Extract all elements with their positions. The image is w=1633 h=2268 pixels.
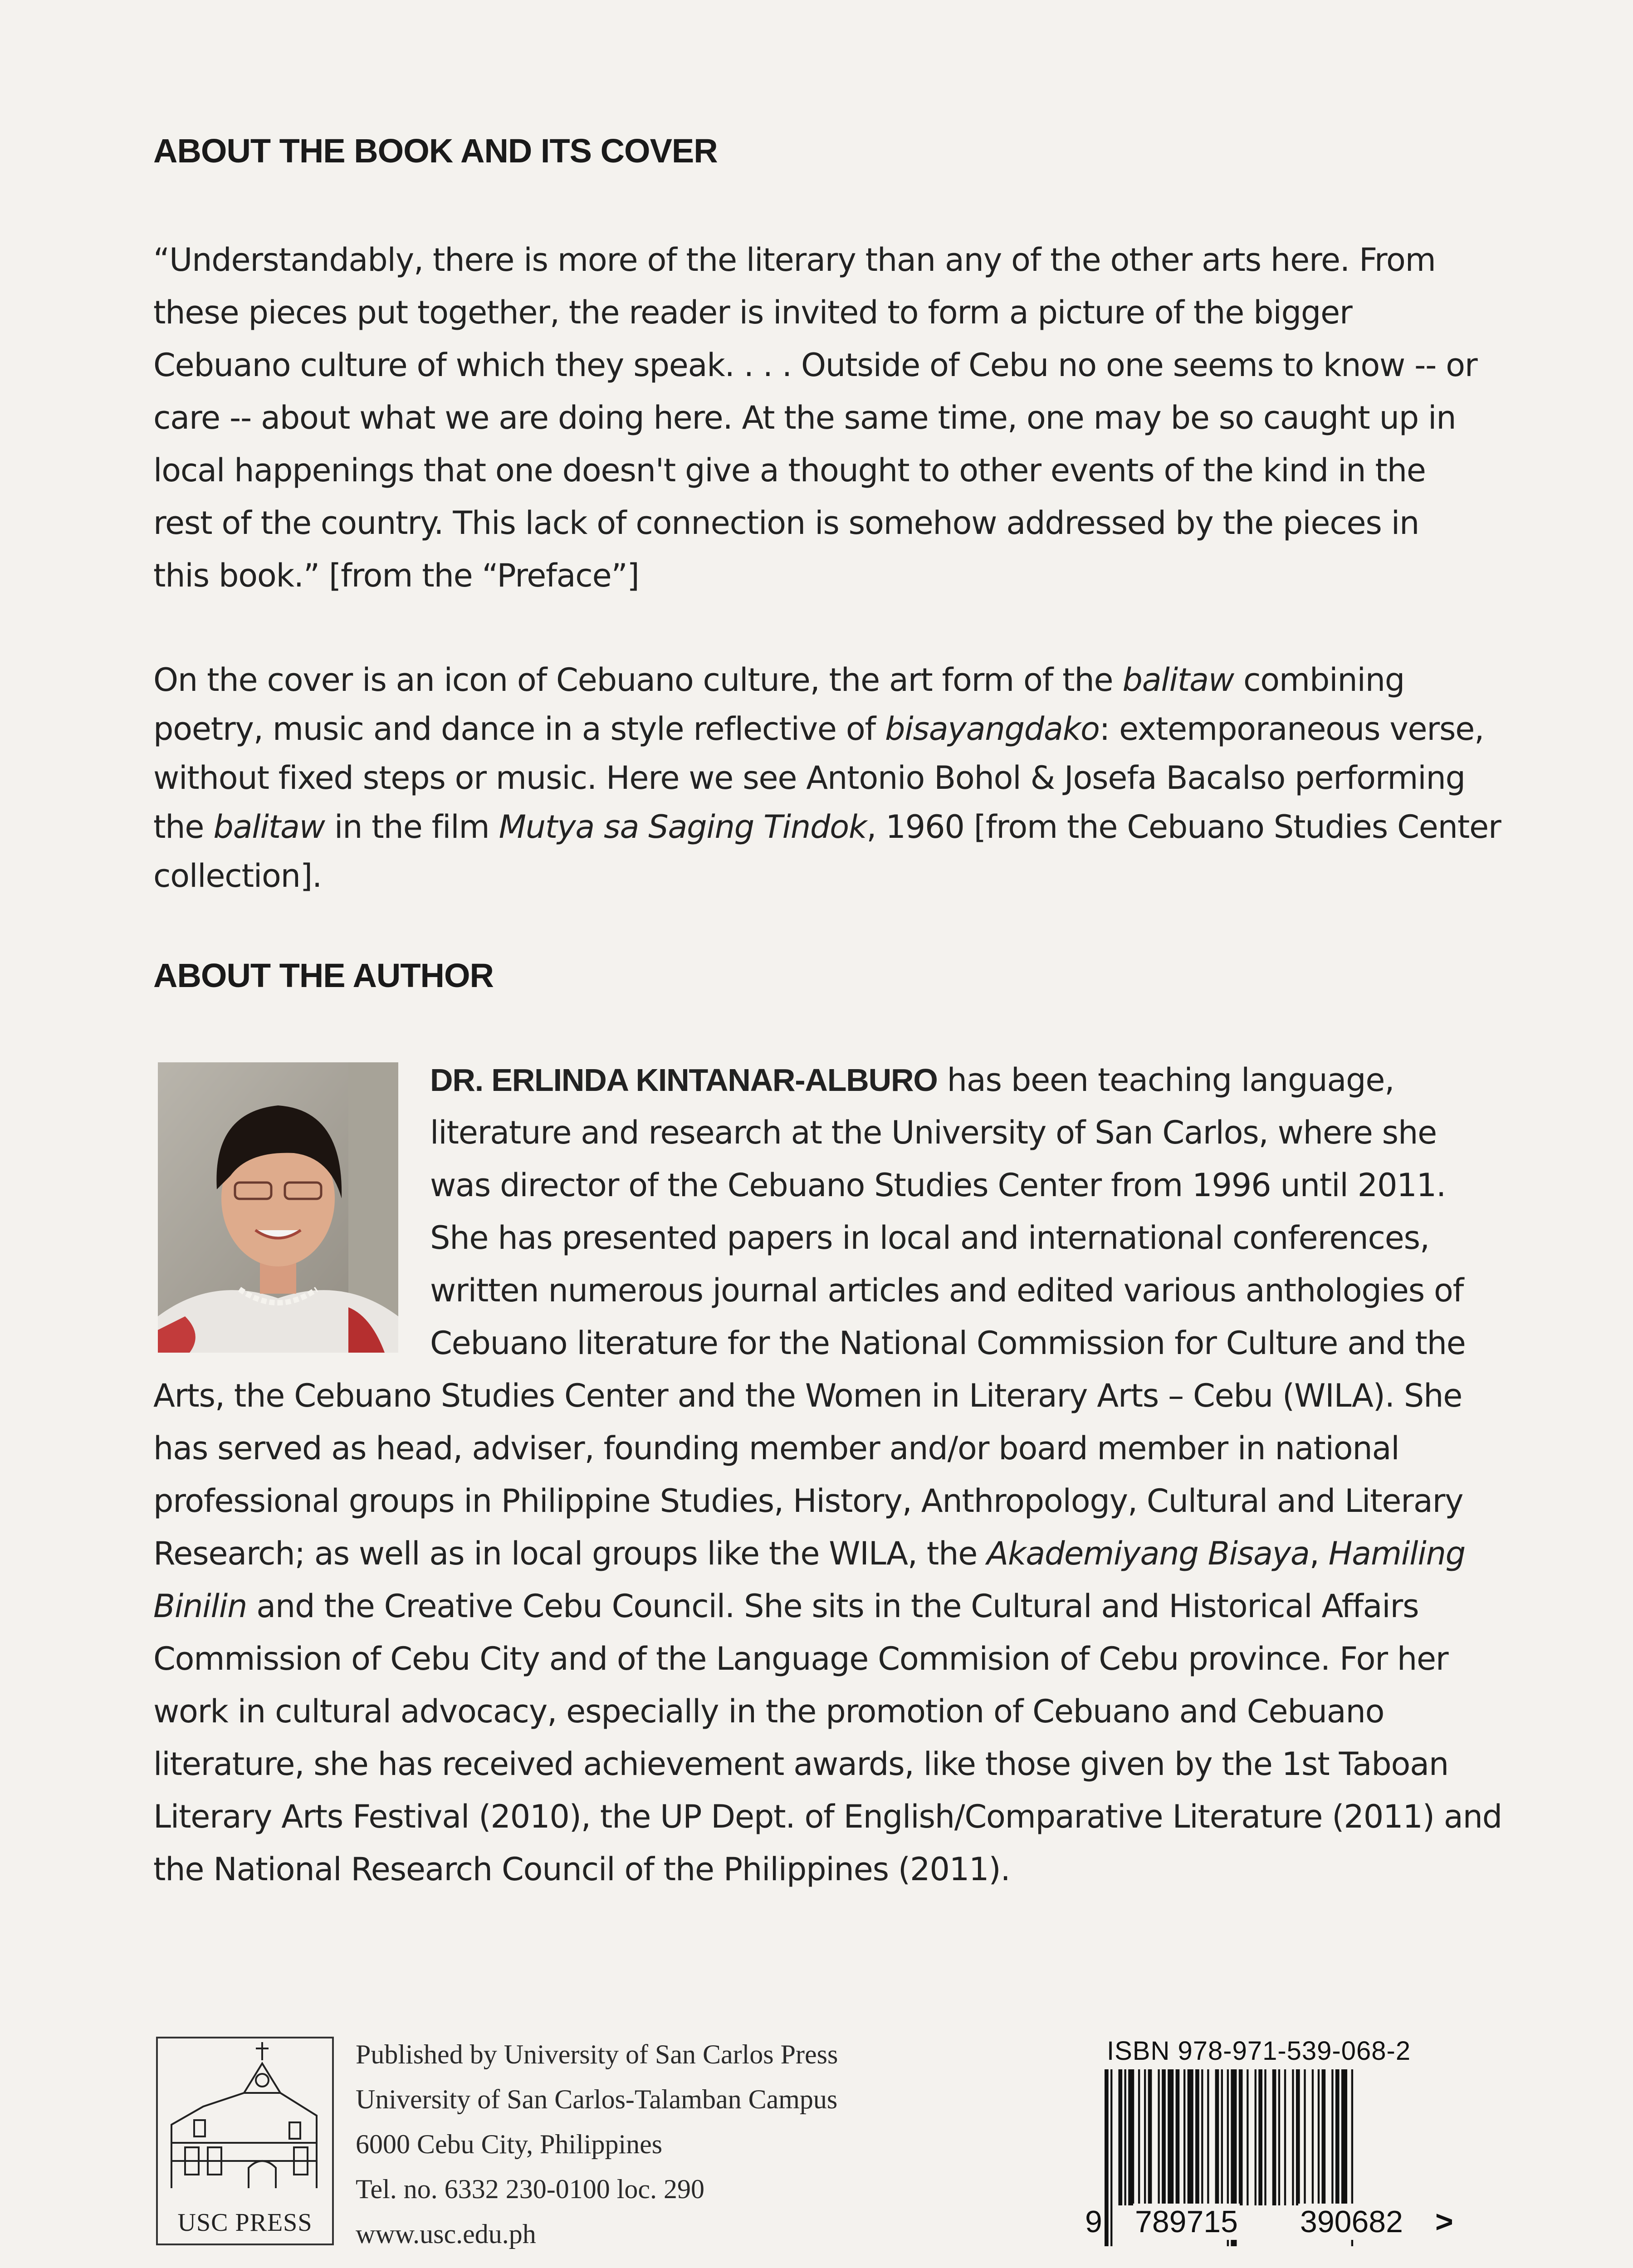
text-run: in the film <box>324 808 499 846</box>
publisher-line: 6000 Cebu City, Philippines <box>356 2129 663 2159</box>
barcode-bar <box>1304 2069 1305 2205</box>
italic-term: Mutya sa Saging Tindok <box>499 808 867 846</box>
barcode-bar <box>1138 2069 1140 2205</box>
text-run: work in cultural advocacy, especially in the promotion of Cebuano and Cebuano <box>153 1693 1384 1730</box>
text-run: : extemporaneous verse, <box>1099 710 1484 748</box>
bio-line <box>153 1738 1455 1790</box>
barcode-bar <box>1105 2069 1109 2246</box>
text-run: and the Creative Cebu Council. She sits in the Cultural and Historical Affairs <box>247 1588 1419 1625</box>
cover-description <box>153 655 1501 900</box>
barcode-bar <box>1201 2069 1203 2205</box>
text-run: poetry, music and dance in a style reflective of <box>153 710 885 748</box>
text-run: , <box>1309 1535 1329 1572</box>
bio-line: Cebuano literature for the National Commission for Culture and the <box>430 1325 1466 1362</box>
bio-line <box>153 1527 1465 1580</box>
bio-line: was director of the Cebuano Studies Center from 1996 until 2011. <box>430 1167 1446 1204</box>
text-run: without fixed steps or music. Here we see Antonio Bohol & Josefa Bacalso performing <box>153 759 1465 797</box>
barcode-bar <box>1128 2069 1134 2205</box>
text-run: the <box>153 808 214 846</box>
quote-line: care -- about what we are doing here. At the same time, one may be so caught up in <box>153 399 1456 436</box>
quote-line: rest of the country. This lack of connection is somehow addressed by the pieces in <box>153 504 1419 542</box>
text-run: Commission of Cebu City and of the Language Commision of Cebu province. For her <box>153 1640 1448 1677</box>
author-photo <box>158 1062 398 1353</box>
barcode-bar <box>1183 2069 1185 2205</box>
bio-line <box>153 1369 1462 1422</box>
quote-line: “Understandably, there is more of the literary than any of the other arts here. From <box>153 241 1436 279</box>
barcode-bar <box>1272 2069 1276 2205</box>
bio-line: She has presented papers in local and international conferences, <box>430 1219 1429 1256</box>
barcode-bar <box>1258 2069 1262 2205</box>
italic-term: Hamiling <box>1328 1535 1465 1572</box>
bio-line: literature and research at the University of San Carlos, where she <box>430 1114 1437 1151</box>
barcode-left-digits: 789715 <box>1133 2204 1240 2240</box>
publisher-website: www.usc.edu.ph <box>356 2219 536 2249</box>
preface-quote <box>153 234 1477 602</box>
about-book-heading: ABOUT THE BOOK AND ITS COVER <box>153 132 718 170</box>
bio-line <box>153 1475 1463 1527</box>
text-run: literature, she has received achievement awards, like those given by the 1st Taboan <box>153 1745 1448 1783</box>
text-line <box>153 802 1501 851</box>
author-name: DR. ERLINDA KINTANAR-ALBURO <box>430 1062 938 1098</box>
bio-line <box>153 1633 1455 1685</box>
publisher-line: University of San Carlos-Talamban Campus <box>356 2084 838 2114</box>
text-run: professional groups in Philippine Studies, History, Anthropology, Cultural and Literary <box>153 1482 1463 1520</box>
barcode-bar <box>1255 2069 1257 2205</box>
barcode-bar <box>1239 2069 1243 2205</box>
italic-term: Akademiyang Bisaya <box>987 1535 1310 1572</box>
barcode-bar <box>1118 2069 1122 2205</box>
barcode-bar <box>1215 2069 1219 2205</box>
text-line <box>153 704 1484 753</box>
bio-line <box>153 1580 1455 1633</box>
barcode-bar <box>1322 2069 1326 2205</box>
bio-line <box>153 1843 1455 1896</box>
barcode-bar <box>1296 2069 1300 2205</box>
publisher-info <box>356 2032 838 2257</box>
publisher-line: Tel. no. 6332 230-0100 loc. 290 <box>356 2174 705 2204</box>
italic-term: balitaw <box>1122 661 1234 699</box>
barcode-bar <box>1144 2069 1146 2205</box>
quote-line: these pieces put together, the reader is invited to form a picture of the bigger <box>153 294 1352 331</box>
italic-term: bisayangdako <box>885 710 1100 748</box>
bio-line: written numerous journal articles and edited various anthologies of <box>430 1272 1464 1309</box>
barcode-bar <box>1264 2069 1266 2205</box>
text-run: the National Research Council of the Philippines (2011). <box>153 1851 1010 1888</box>
quote-line: Cebuano culture of which they speak. . . . Outside of Cebu no one seems to know -- or <box>153 347 1477 384</box>
text-run: Arts, the Cebuano Studies Center and the Women in Literary Arts – Cebu (WILA). She <box>153 1377 1462 1414</box>
barcode-lead-digit: 9 <box>1083 2204 1104 2240</box>
barcode-bar <box>1312 2069 1314 2205</box>
bio-first-line: DR. ERLINDA KINTANAR-ALBURO has been teaching language, <box>430 1061 1394 1099</box>
barcode-bar <box>1125 2069 1126 2205</box>
bio-line <box>153 1790 1502 1843</box>
quote-line: local happenings that one doesn't give a thought to other events of the kind in the <box>153 452 1426 489</box>
barcode-bar <box>1341 2069 1347 2205</box>
italic-term: Binilin <box>153 1588 247 1625</box>
barcode-bar <box>1188 2069 1193 2205</box>
about-author-heading: ABOUT THE AUTHOR <box>153 957 494 994</box>
text-run: has served as head, adviser, founding member and/or board member in national <box>153 1430 1399 1467</box>
barcode-bar <box>1195 2069 1199 2205</box>
barcode-bar <box>1207 2069 1209 2205</box>
barcode-bar <box>1168 2069 1173 2205</box>
barcode-bar <box>1292 2069 1294 2205</box>
barcode-end-mark: > <box>1433 2204 1455 2240</box>
barcode-right-digits: 390682 <box>1298 2204 1405 2240</box>
author-bio-intro <box>430 1054 1466 1369</box>
barcode-bar <box>1221 2069 1223 2205</box>
text-run: combining <box>1233 661 1405 699</box>
barcode-bar <box>1247 2069 1248 2205</box>
barcode-bar <box>1162 2069 1166 2205</box>
usc-press-logo <box>156 2037 334 2245</box>
text-run: Research; as well as in local groups like the WILA, the <box>153 1535 987 1572</box>
bio-line <box>153 1685 1455 1738</box>
author-bio-continued <box>153 1369 1502 1896</box>
isbn-number: ISBN 978-971-539-068-2 <box>1107 2036 1411 2066</box>
barcode-bar <box>1176 2069 1180 2205</box>
italic-term: balitaw <box>213 808 325 846</box>
barcode-bar <box>1284 2069 1286 2205</box>
bio-line <box>153 1422 1455 1475</box>
church-facade-icon <box>158 2038 332 2193</box>
quote-line: this book.” [from the “Preface”] <box>153 557 639 594</box>
text-line <box>153 851 1455 900</box>
publisher-line: Published by University of San Carlos Press <box>356 2039 838 2069</box>
barcode-bar <box>1331 2069 1333 2205</box>
text-run: Literary Arts Festival (2010), the UP Dept. of English/Comparative Literature (2011) and <box>153 1798 1502 1835</box>
barcode-bar <box>1148 2069 1152 2205</box>
press-label: USC PRESS <box>177 2209 313 2237</box>
barcode-bar <box>1278 2069 1280 2205</box>
barcode-bar <box>1158 2069 1159 2205</box>
text-run: On the cover is an icon of Cebuano culture, the art form of the <box>153 661 1123 699</box>
text-run: collection]. <box>153 857 322 894</box>
text-run: , 1960 [from the Cebuano Studies Center <box>866 808 1501 846</box>
barcode-bar <box>1318 2069 1320 2205</box>
barcode-bar <box>1335 2069 1340 2205</box>
barcode-bar <box>1110 2069 1112 2246</box>
text-line <box>153 753 1465 802</box>
text-line <box>153 655 1455 704</box>
